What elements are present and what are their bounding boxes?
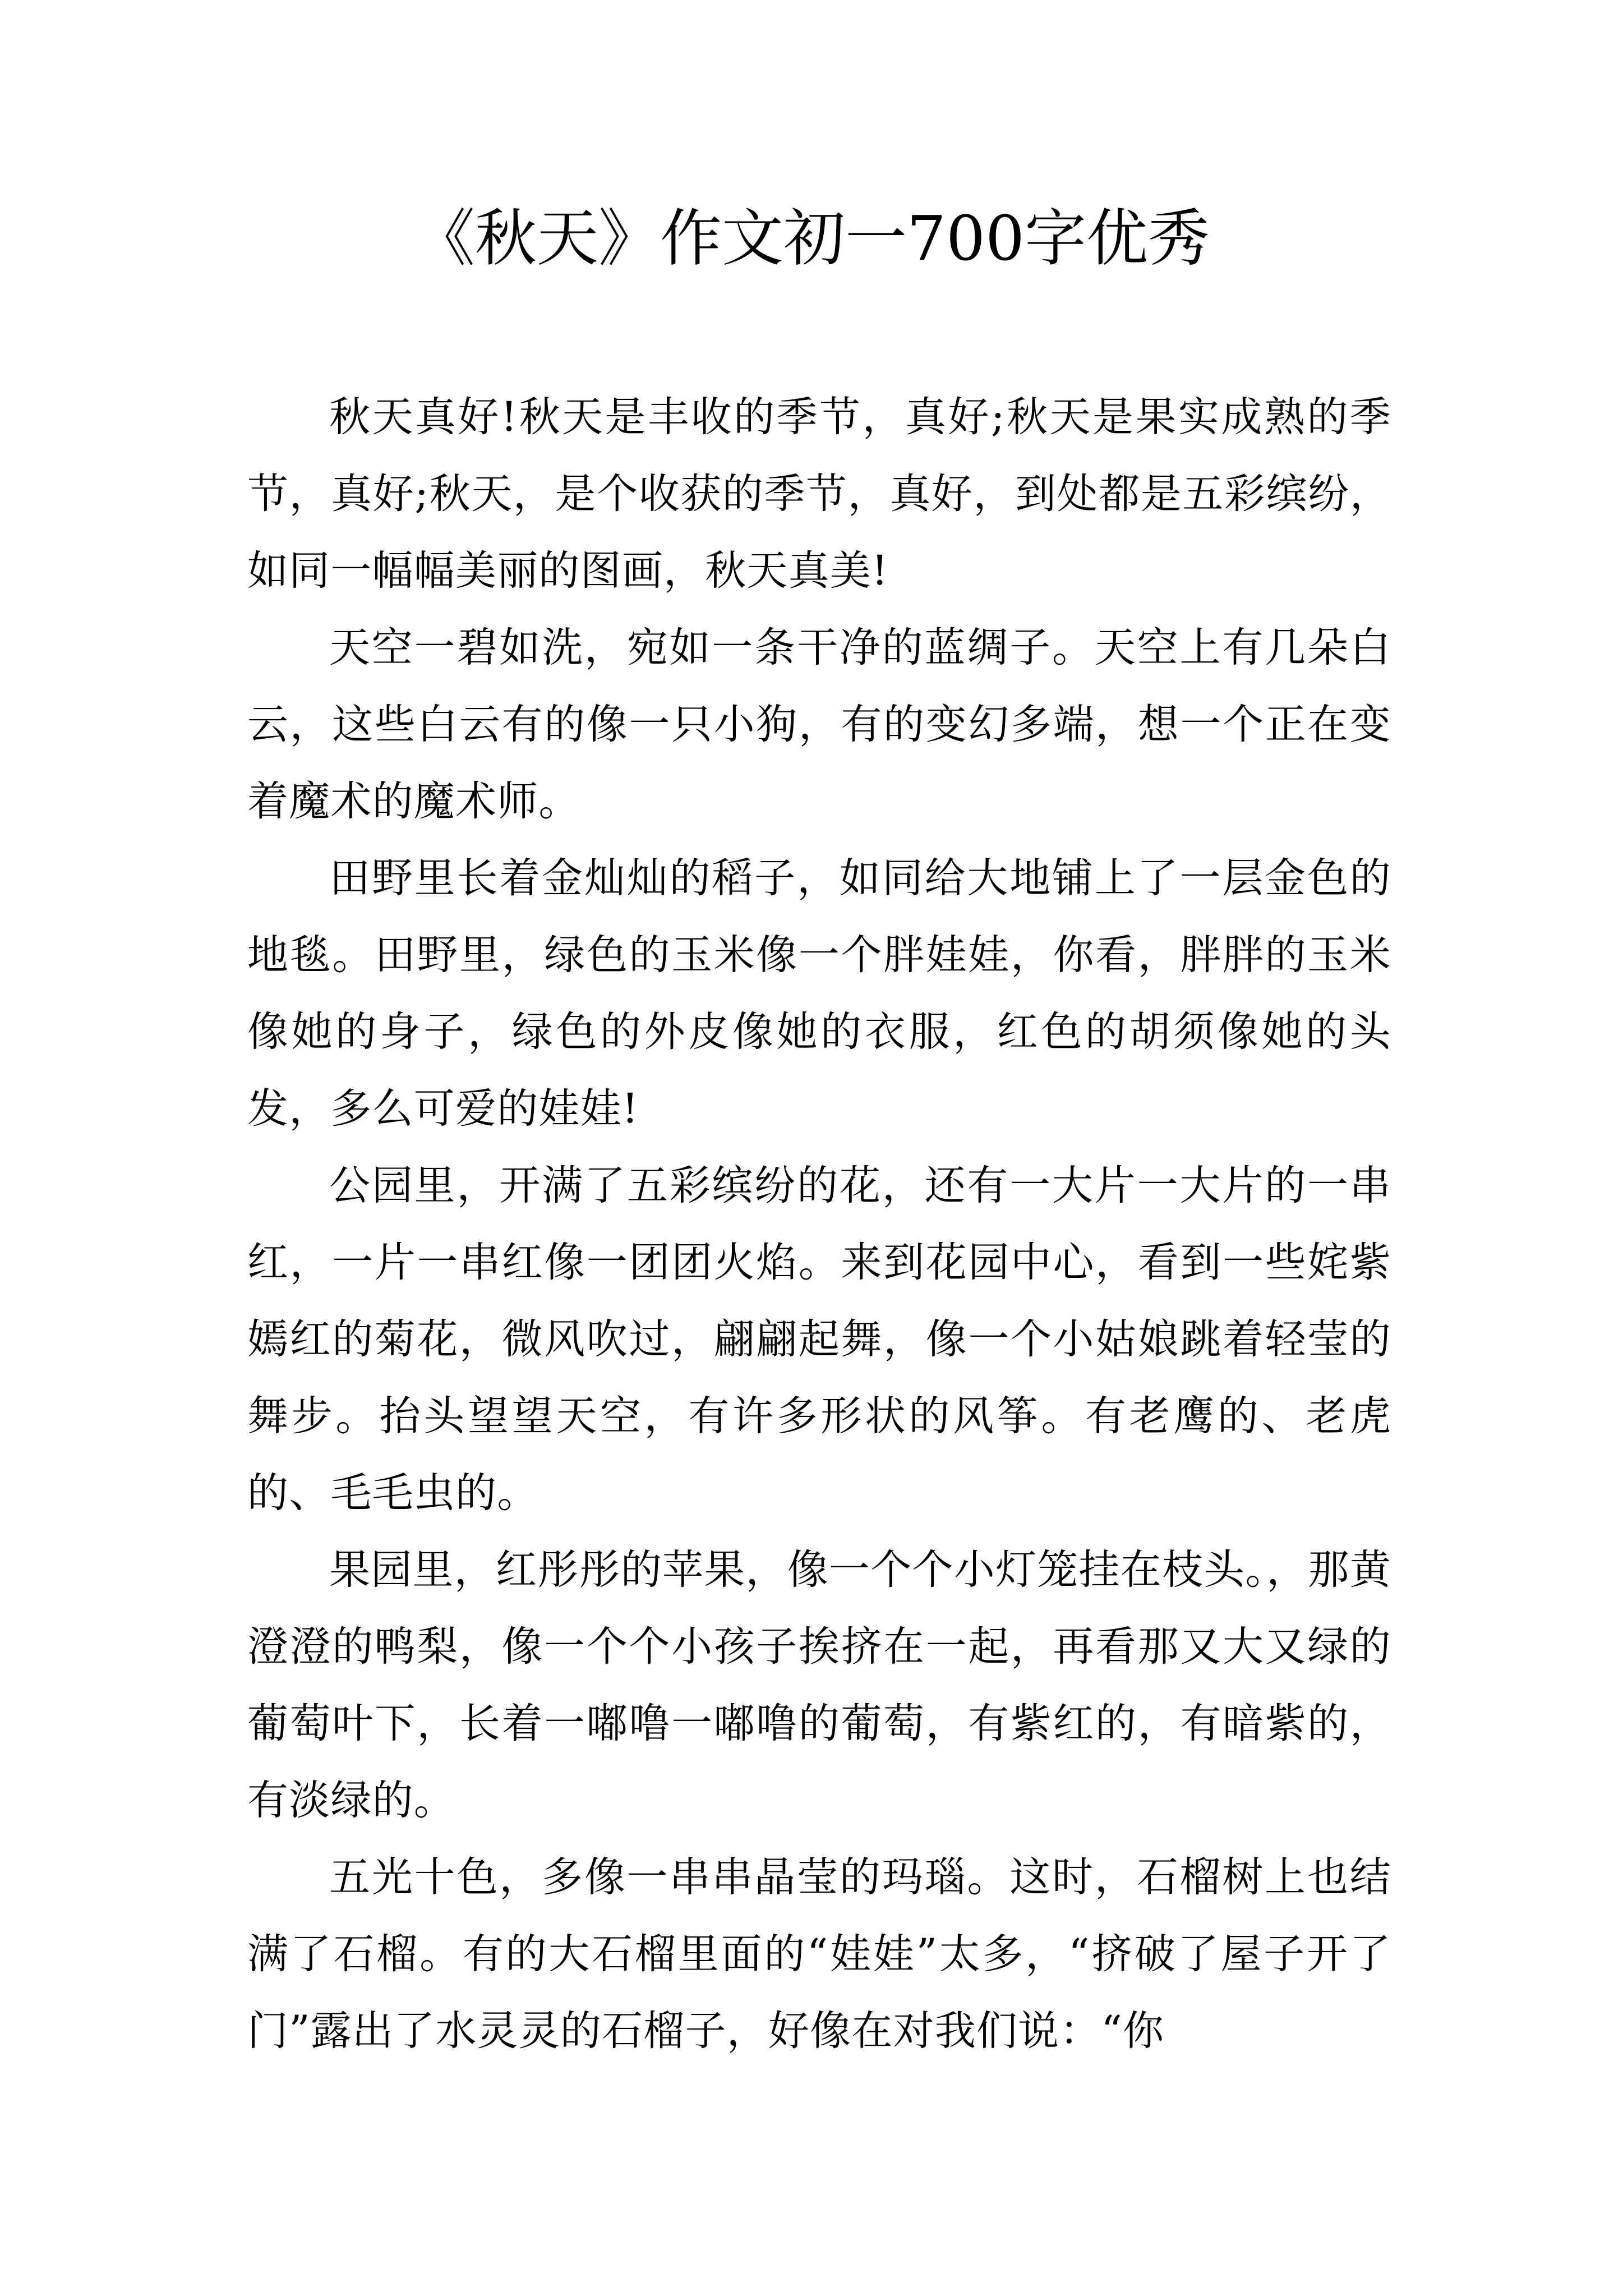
paragraph: 五光十色，多像一串串晶莹的玛瑙。这时，石榴树上也结满了石榴。有的大石榴里面的“娃娃”太多，“挤破了屋子开了门”露出了水灵灵的石榴子，好像在对我们说：“你	[247, 1853, 1391, 2055]
paragraph: 秋天真好!秋天是丰收的季节，真好;秋天是果实成熟的季节，真好;秋天，是个收获的季节，真好，到处都是五彩缤纷，如同一幅幅美丽的图画，秋天真美!	[247, 393, 1391, 595]
paragraph: 天空一碧如洗，宛如一条干净的蓝绸子。天空上有几朵白云，这些白云有的像一只小狗，有的变幻多端，想一个正在变着魔术的魔术师。	[247, 624, 1391, 825]
paragraph: 果园里，红彤彤的苹果，像一个个小灯笼挂在枝头。，那黄澄澄的鸭梨，像一个个小孩子挨挤在一起，再看那又大又绿的葡萄叶下，长着一嘟噜一嘟噜的葡萄，有紫红的，有暗紫的，有淡绿的。	[247, 1546, 1391, 1824]
paragraph: 田野里长着金灿灿的稻子，如同给大地铺上了一层金色的地毯。田野里，绿色的玉米像一个胖娃娃，你看，胖胖的玉米像她的身子，绿色的外皮像她的衣服，红色的胡须像她的头发，多么可爱的娃娃!	[247, 854, 1391, 1133]
document-title: 《秋天》作文初一700字优秀	[413, 203, 1210, 274]
document-body	[247, 379, 1391, 2069]
paragraph: 公园里，开满了五彩缤纷的花，还有一大片一大片的一串红，一片一串红像一团团火焰。来到花园中心，看到一些姹紫嫣红的菊花，微风吹过，翩翩起舞，像一个小姑娘跳着轻莹的舞步。抬头望望天空，有许多形状的风筝。有老鹰的、老虎的、毛毛虫的。	[247, 1162, 1391, 1517]
